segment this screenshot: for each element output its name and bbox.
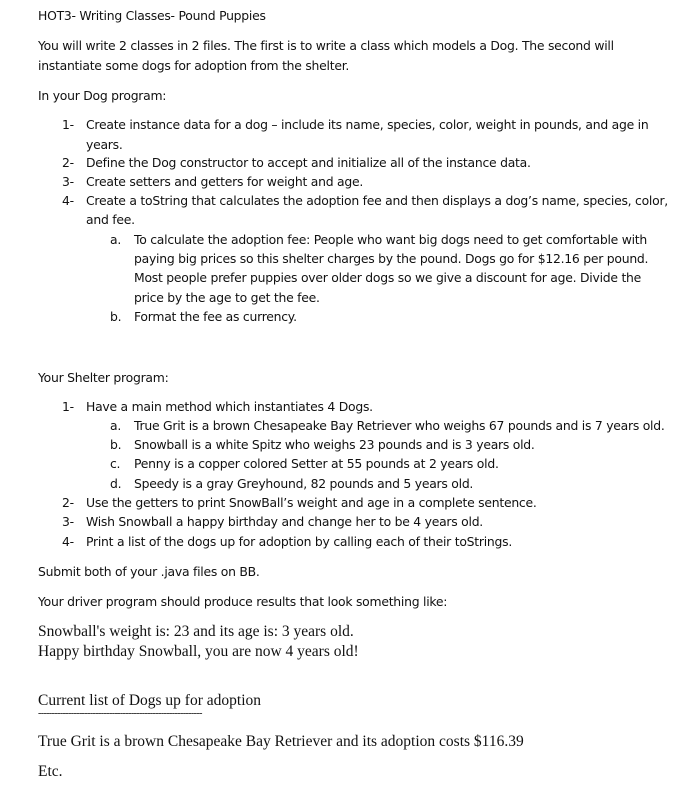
list-number: 4- [62,534,74,549]
sublist-letter: c. [110,456,121,471]
list-item-text: Create instance data for a dog – include its name, species, color, weight in pounds, and age in [86,117,649,132]
driver-intro: Your driver program should produce results that look something like: [38,594,448,609]
list-item-text: Have a main method which instantiates 4 Dogs. [86,399,373,414]
sublist-item-text: Snowball is a white Spitz who weighs 23 pounds and is 3 years old. [134,437,535,452]
sample-output-line: Snowball's weight is: 23 and its age is: 3 years old. [38,623,354,640]
sublist-item-text: paying big prices so this shelter charges by the pound. Dogs go for $12.16 per pound. [134,251,649,266]
list-number: 1- [62,117,74,132]
intro-line: You will write 2 classes in 2 files. The first is to write a class which models a Dog. The second will [38,38,614,53]
intro-line: instantiate some dogs for adoption from the shelter. [38,58,350,73]
list-number: 1- [62,399,74,414]
list-number: 4- [62,193,74,208]
sample-output-divider: ------------------------------------------------------------ [38,708,202,719]
sublist-letter: d. [110,476,122,491]
list-number: 3- [62,514,74,529]
sublist-item-text: True Grit is a brown Chesapeake Bay Retriever who weighs 67 pounds and is 7 years old. [134,418,665,433]
document-title: HOT3- Writing Classes- Pound Puppies [38,8,266,23]
sublist-letter: a. [110,418,122,433]
list-item-text: Wish Snowball a happy birthday and change her to be 4 years old. [86,514,483,529]
list-number: 2- [62,155,74,170]
list-number: 3- [62,174,74,189]
list-item-text: Print a list of the dogs up for adoption by calling each of their toStrings. [86,534,513,549]
sample-output-list-title: Current list of Dogs up for adoption [38,692,262,709]
list-item-text: Use the getters to print SnowBall’s weight and age in a complete sentence. [86,495,537,510]
list-item-text: Define the Dog constructor to accept and initialize all of the instance data. [86,155,531,170]
sublist-letter: b. [110,309,122,324]
sublist-item-text: To calculate the adoption fee: People who want big dogs need to get comfortable with [134,232,647,247]
sublist-letter: a. [110,232,122,247]
list-item-text: and fee. [86,212,135,227]
sample-output-dog-line: True Grit is a brown Chesapeake Bay Retriever and its adoption costs $116.39 [38,733,524,750]
sublist-item-text: Most people prefer puppies over older dogs so we give a discount for age. Divide the [134,270,642,285]
sublist-item-text: price by the age to get the fee. [134,290,320,305]
list-item-text: Create a toString that calculates the adoption fee and then displays a dog’s name, species, color, [86,193,668,208]
sublist-item-text: Format the fee as currency. [134,309,297,324]
list-item-text: years. [86,137,123,152]
list-number: 2- [62,495,74,510]
submit-instructions: Submit both of your .java files on BB. [38,564,260,579]
sample-output-line: Happy birthday Snowball, you are now 4 years old! [38,643,359,660]
list-item-text: Create setters and getters for weight and age. [86,174,364,189]
sublist-letter: b. [110,437,122,452]
sample-output-etc: Etc. [38,763,63,780]
sublist-item-text: Speedy is a gray Greyhound, 82 pounds and 5 years old. [134,476,474,491]
sublist-item-text: Penny is a copper colored Setter at 55 pounds at 2 years old. [134,456,499,471]
dog-program-heading: In your Dog program: [38,88,167,103]
shelter-program-heading: Your Shelter program: [38,370,169,385]
